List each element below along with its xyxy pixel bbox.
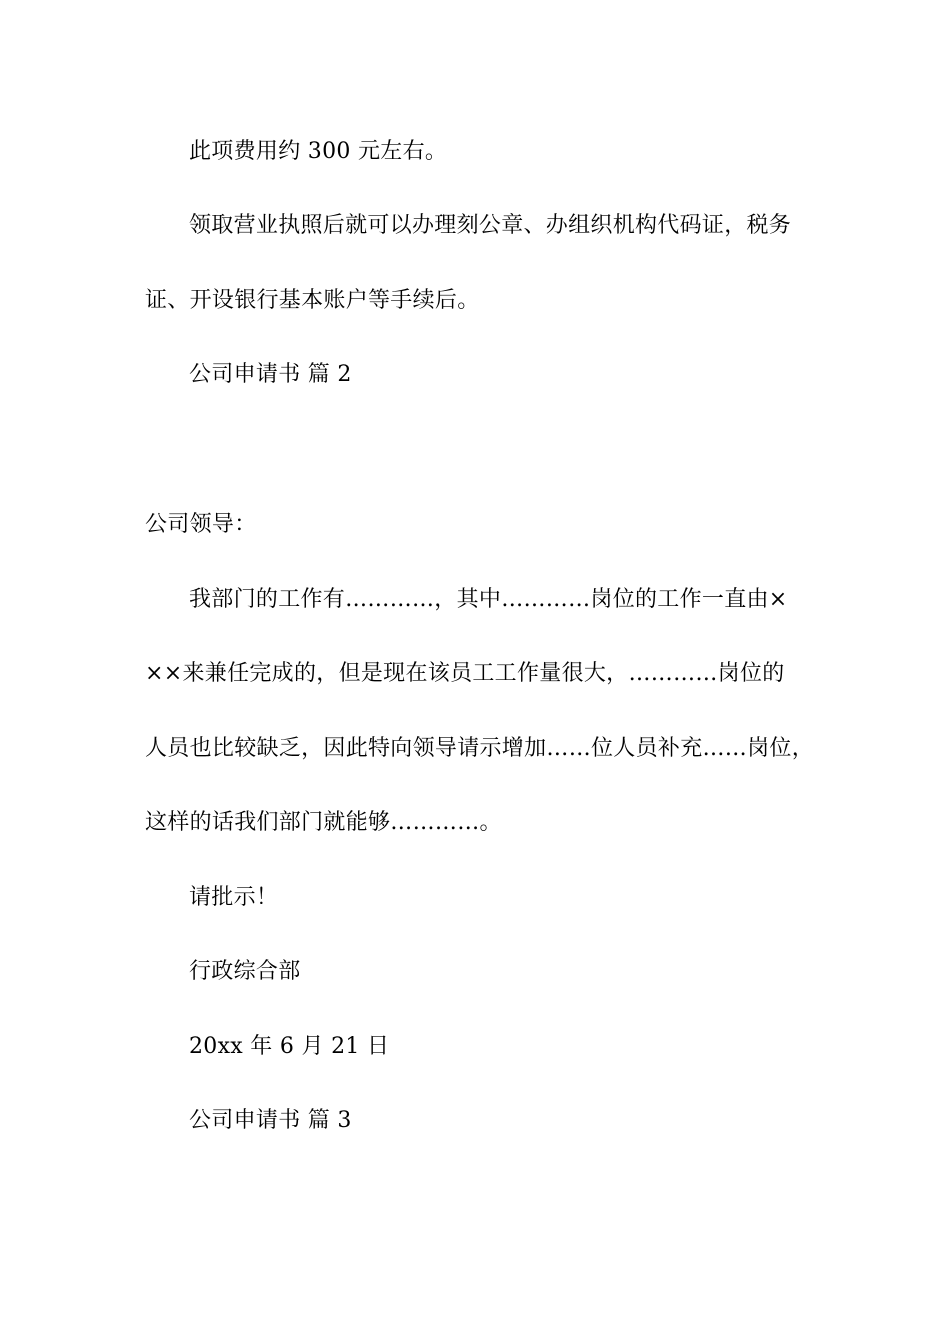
- signature-department: 行政综合部: [189, 959, 301, 984]
- closing-request: 请批示！: [189, 885, 279, 910]
- salutation: 公司领导：: [145, 512, 257, 537]
- body-line-2: ××来兼任完成的，但是现在该员工工作量很大，…………岗位的: [145, 661, 785, 686]
- paragraph-fee: 此项费用约 300 元左右。: [189, 139, 448, 164]
- signature-date: 20xx 年 6 月 21 日: [189, 1034, 390, 1059]
- paragraph-license-line2: 证、开设银行基本账户等手续后。: [145, 288, 480, 313]
- section-heading-3: 公司申请书 篇 3: [189, 1108, 352, 1133]
- body-line-3: 人员也比较缺乏，因此特向领导请示增加……位人员补充……岗位，: [145, 736, 815, 761]
- body-line-4: 这样的话我们部门就能够…………。: [145, 810, 502, 835]
- section-heading-2: 公司申请书 篇 2: [189, 362, 352, 387]
- body-line-1: 我部门的工作有…………，其中…………岗位的工作一直由×: [189, 587, 788, 612]
- paragraph-license-line1: 领取营业执照后就可以办理刻公章、办组织机构代码证，税务: [189, 213, 792, 238]
